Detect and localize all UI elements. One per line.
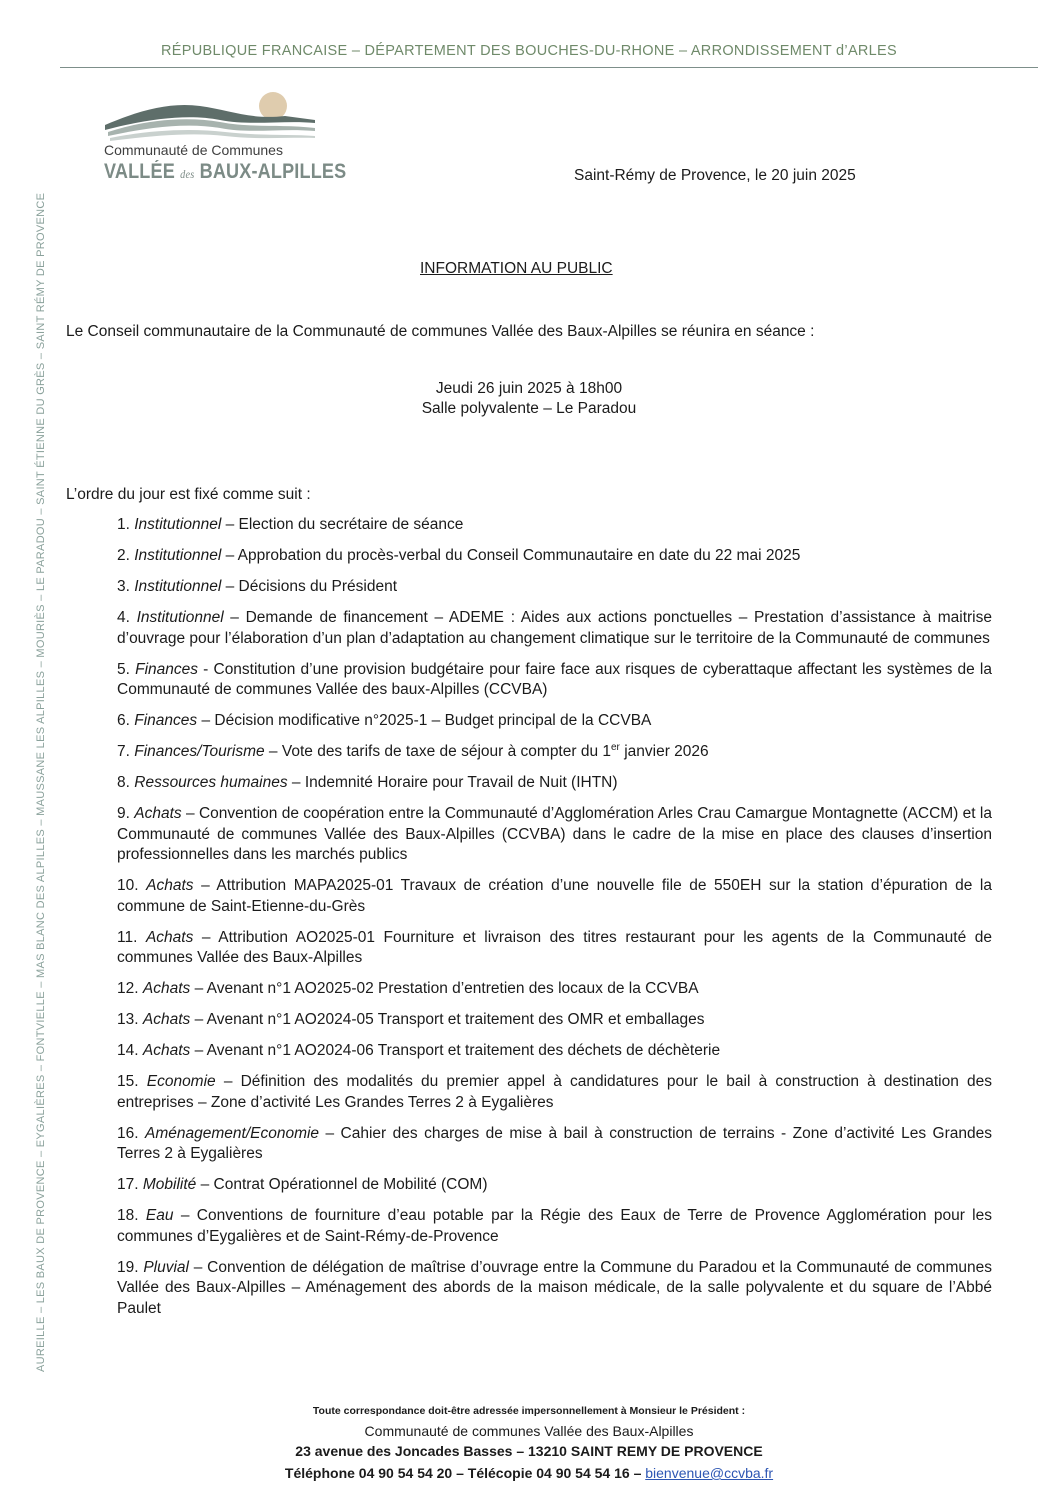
agenda-item-number: 15. (117, 1073, 139, 1090)
agenda-item-category: Institutionnel (136, 609, 224, 626)
agenda-item-text: – Demande de financement – ADEME : Aides aux actions ponctuelles – Prestation d’assistance à maitrise d’ouvrage pour l’élaboration d’un plan d’adaptation au changement climatique sur le territoire de la Communauté de communes (117, 609, 992, 647)
agenda-item-text: – Convention de coopération entre la Communauté d’Agglomération Arles Crau Camargue Montagnette (ACCM) et la Communauté de communes Vallée des Baux-Alpilles (CCVBA) dans le cadre de la mise en place des clauses d’insertion professionnelles dans les marchés publics (117, 805, 993, 863)
agenda-item (117, 742, 992, 763)
meeting-datetime: Jeudi 26 juin 2025 à 18h00 (435, 380, 623, 397)
agenda-item-category: Finances (134, 712, 198, 729)
agenda-item (117, 577, 992, 598)
agenda-item-text: – Attribution AO2025-01 Fourniture et livraison des titres restaurant pour les agents de la Communauté de communes Vallée des Baux-Alpilles (117, 928, 992, 966)
agenda-item-text: – Cahier des charges de mise à bail à construction de terrains - Zone d’activité Les Grandes Terres 2 à Eygalières (117, 1124, 992, 1162)
agenda-item (117, 1041, 992, 1062)
agenda-item-number: 8. (117, 774, 130, 791)
date-line: Saint-Rémy de Provence, le 20 juin 2025 (574, 167, 856, 184)
agenda-item-category: Mobilité (142, 1176, 197, 1193)
agenda-item-category: Achats (134, 805, 182, 822)
agenda-item (117, 876, 992, 917)
agenda-item-category: Achats (146, 877, 194, 894)
agenda-item-text: – Indemnité Horaire pour Travail de Nuit (IHTN) (287, 774, 618, 791)
agenda-item-number: 4. (117, 609, 130, 626)
agenda-item (117, 608, 992, 649)
document-title: INFORMATION AU PUBLIC (420, 260, 613, 277)
agenda-item-number: 5. (117, 660, 130, 678)
agenda-item-category: Finances (135, 660, 199, 678)
agenda-item (117, 773, 992, 794)
agenda-item-category: Achats (142, 1011, 191, 1028)
agenda-item-category: Economie (146, 1073, 216, 1090)
agenda-item-number: 7. (117, 743, 130, 760)
agenda-item (117, 711, 992, 732)
agenda-item-category: Aménagement/Economie (145, 1124, 320, 1142)
footer-address: 23 avenue des Joncades Basses – 13210 SAINT REMY DE PROVENCE (295, 1443, 763, 1459)
agenda-item (117, 1010, 992, 1031)
agenda-item (117, 1175, 992, 1196)
agenda-item-text: – Avenant n°1 AO2025-02 Prestation d’entretien des locaux de la CCVBA (190, 980, 699, 997)
agenda-item-text: – Vote des tarifs de taxe de séjour à compter du 1 (264, 743, 611, 760)
agenda-item-category: Institutionnel (134, 578, 222, 595)
footer-notice: Toute correspondance doit-être adressée impersonnellement à Monsieur le Président : (312, 1405, 746, 1417)
agenda-item-number: 11. (117, 928, 138, 946)
side-communes-text: AUREILLE – LES BAUX DE PROVENCE – EYGALIÈRES – FONTVIELLE – MAS BLANC DES ALPILLES – MAUSSANE LES ALPILLES – MOURIÈS – LE PARADOU – SAINT ÉTIENNE DU GRÈS – SAINT RÉMY DE PROVENCE (35, 192, 47, 1372)
agenda-item (117, 660, 992, 701)
agenda-item-number: 17. (117, 1176, 139, 1193)
agenda-item-number: 19. (117, 1258, 139, 1276)
agenda-item-text: – Conventions de fourniture d’eau potable par la Régie des Eaux de Terre de Provence Agglomération pour les communes d’Eygalières et de Saint-Rémy-de-Provence (117, 1207, 992, 1245)
intro-paragraph: Le Conseil communautaire de la Communauté de communes Vallée des Baux-Alpilles se réunira en séance : (66, 323, 815, 340)
logo-name-line2: VALLÉE des BAUX-ALPILLES (104, 160, 347, 183)
agenda-item-text: – Décisions du Président (221, 578, 398, 595)
agenda-item-category: Institutionnel (134, 516, 222, 533)
agenda-item-category: Eau (145, 1207, 174, 1224)
agenda-intro: L’ordre du jour est fixé comme suit : (66, 486, 311, 503)
footer-org-name: Communauté de communes Vallée des Baux-Alpilles (364, 1423, 694, 1439)
footer-contact: Téléphone 04 90 54 54 20 – Télécopie 04 90 54 54 16 – bienvenue@ccvba.fr (284, 1465, 774, 1481)
agenda-item-text: – Avenant n°1 AO2024-05 Transport et traitement des OMR et emballages (190, 1011, 705, 1028)
agenda-item-category: Achats (142, 1042, 191, 1059)
agenda-item (117, 979, 992, 1000)
agenda-item-category: Institutionnel (134, 547, 222, 564)
meeting-location: Salle polyvalente – Le Paradou (421, 400, 637, 417)
agenda-item-number: 1. (117, 516, 130, 533)
agenda-item (117, 928, 992, 969)
logo-name-line1: Communauté de Communes (104, 142, 283, 158)
agenda-item-text: – Convention de délégation de maîtrise d’ouvrage entre la Commune du Paradou et la Communauté de communes Vallée des Baux-Alpilles – Aménagement des abords de la maison médicale, de la salle polyvalente et du square de l’Abbé Paulet (117, 1258, 992, 1317)
agenda-item-number: 9. (117, 805, 130, 822)
agenda-item-number: 3. (117, 578, 130, 595)
agenda-item-number: 10. (117, 877, 139, 894)
agenda-item-number: 12. (117, 980, 139, 997)
agenda-item-number: 14. (117, 1042, 139, 1059)
agenda-item-text: – Election du secrétaire de séance (221, 516, 464, 533)
agenda-item-category: Achats (142, 980, 191, 997)
agenda-item-text-end: janvier 2026 (619, 743, 709, 760)
agenda-item-text: – Attribution MAPA2025-01 Travaux de création d’une nouvelle file de 550EH sur la station d’épuration de la commune de Saint-Etienne-du-Grès (117, 877, 992, 915)
agenda-item (117, 1206, 992, 1247)
agenda-list (117, 515, 992, 1330)
footer-email-link[interactable]: bienvenue@ccvba.fr (645, 1465, 774, 1481)
agenda-item (117, 804, 992, 866)
agenda-item-number: 2. (117, 547, 130, 564)
agenda-item-text: – Définition des modalités du premier appel à candidatures pour le bail à construction à destination des entreprises – Zone d’activité Les Grandes Terres 2 à Eygalières (117, 1073, 993, 1111)
header-line: RÉPUBLIQUE FRANCAISE – DÉPARTEMENT DES BOUCHES-DU-RHONE – ARRONDISSEMENT d’ARLES (161, 43, 897, 59)
agenda-item (117, 1258, 992, 1320)
agenda-item-text: - Constitution d’une provision budgétaire pour faire face aux risques de cyberattaque affectant les systèmes de la Communauté de communes Vallée des baux-Alpilles (CCVBA) (117, 660, 992, 698)
agenda-item (117, 515, 992, 536)
agenda-item-text: – Approbation du procès-verbal du Conseil Communautaire en date du 22 mai 2025 (221, 547, 801, 564)
agenda-item-number: 18. (117, 1207, 139, 1224)
agenda-item-category: Ressources humaines (134, 774, 288, 791)
agenda-item-category: Finances/Tourisme (134, 743, 265, 760)
agenda-item-text: – Avenant n°1 AO2024-06 Transport et traitement des déchets de déchèterie (190, 1042, 721, 1059)
agenda-item-number: 13. (117, 1011, 139, 1028)
agenda-item (117, 1072, 992, 1113)
header-rule (60, 67, 1038, 68)
agenda-item-category: Pluvial (143, 1258, 189, 1276)
agenda-item (117, 546, 992, 567)
agenda-item-text: – Contrat Opérationnel de Mobilité (COM) (196, 1176, 488, 1193)
agenda-item-number: 16. (117, 1124, 139, 1142)
agenda-item-number: 6. (117, 712, 130, 729)
agenda-item-superscript: er (611, 741, 620, 753)
agenda-item-category: Achats (145, 928, 194, 946)
agenda-item-text: – Décision modificative n°2025-1 – Budget principal de la CCVBA (197, 712, 652, 729)
agenda-item (117, 1124, 992, 1165)
